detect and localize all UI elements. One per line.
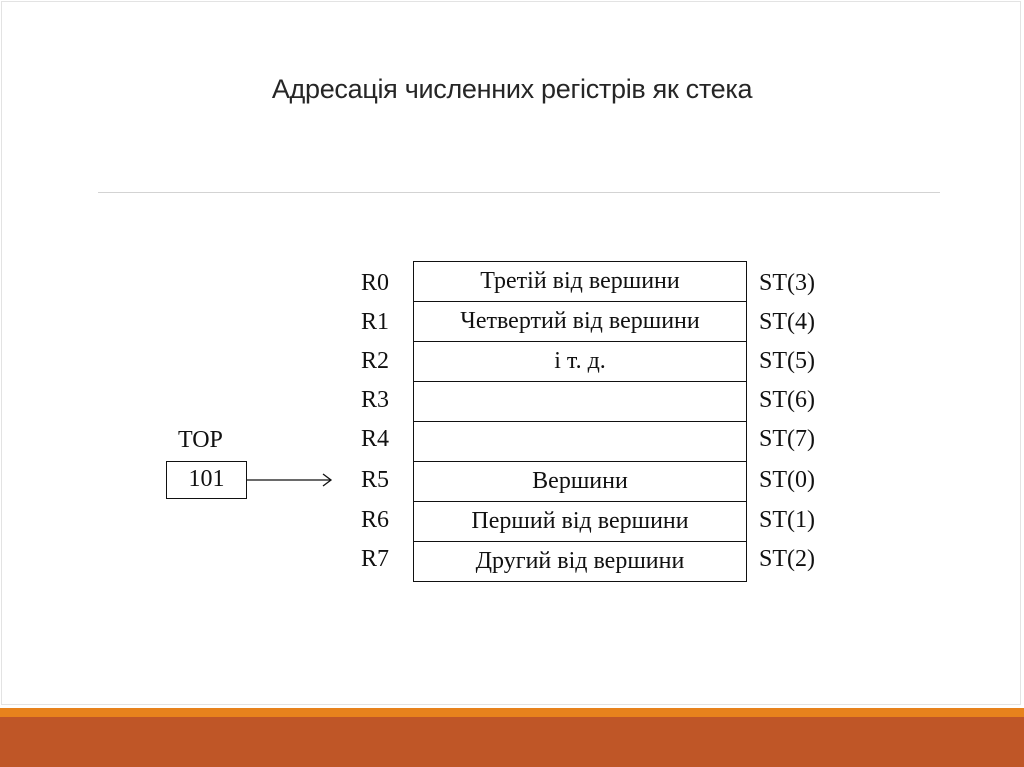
st-label-r7: ST(2) [759, 546, 815, 572]
st-label-r5: ST(0) [759, 467, 815, 493]
footer-accent-stripe [0, 708, 1024, 717]
st-label-r6: ST(1) [759, 507, 815, 533]
top-value-box: 101 [166, 461, 247, 499]
st-label-r3: ST(6) [759, 387, 815, 413]
stack-cell-r2: і т. д. [413, 342, 747, 382]
stack-cell-r3 [413, 382, 747, 422]
stack-cell-r0: Третій від вершини [413, 261, 747, 302]
title-divider [98, 192, 940, 193]
stack-cell-r6: Перший від вершини [413, 502, 747, 542]
register-label-r6: R6 [361, 507, 390, 533]
top-pointer-arrow-icon [247, 470, 333, 490]
stack-cell-r1: Четвертий від вершини [413, 302, 747, 342]
slide-title: Адресація численних регістрів як стека [271, 74, 753, 104]
register-label-r3: R3 [361, 387, 390, 413]
footer-band [0, 717, 1024, 767]
register-label-r7: R7 [361, 546, 390, 572]
stack-cell-r7: Другий від вершини [413, 542, 747, 582]
register-label-r2: R2 [361, 348, 390, 374]
st-label-r4: ST(7) [759, 426, 815, 452]
top-label: TOP [178, 427, 223, 453]
st-label-r0: ST(3) [759, 270, 815, 296]
register-label-r4: R4 [361, 426, 390, 452]
st-label-r2: ST(5) [759, 348, 815, 374]
register-label-r5: R5 [361, 467, 390, 493]
stack-cell-r4 [413, 422, 747, 462]
stack-cell-r5: Вершини [413, 462, 747, 502]
register-label-r1: R1 [361, 309, 390, 335]
register-label-r0: R0 [361, 270, 390, 296]
st-label-r1: ST(4) [759, 309, 815, 335]
